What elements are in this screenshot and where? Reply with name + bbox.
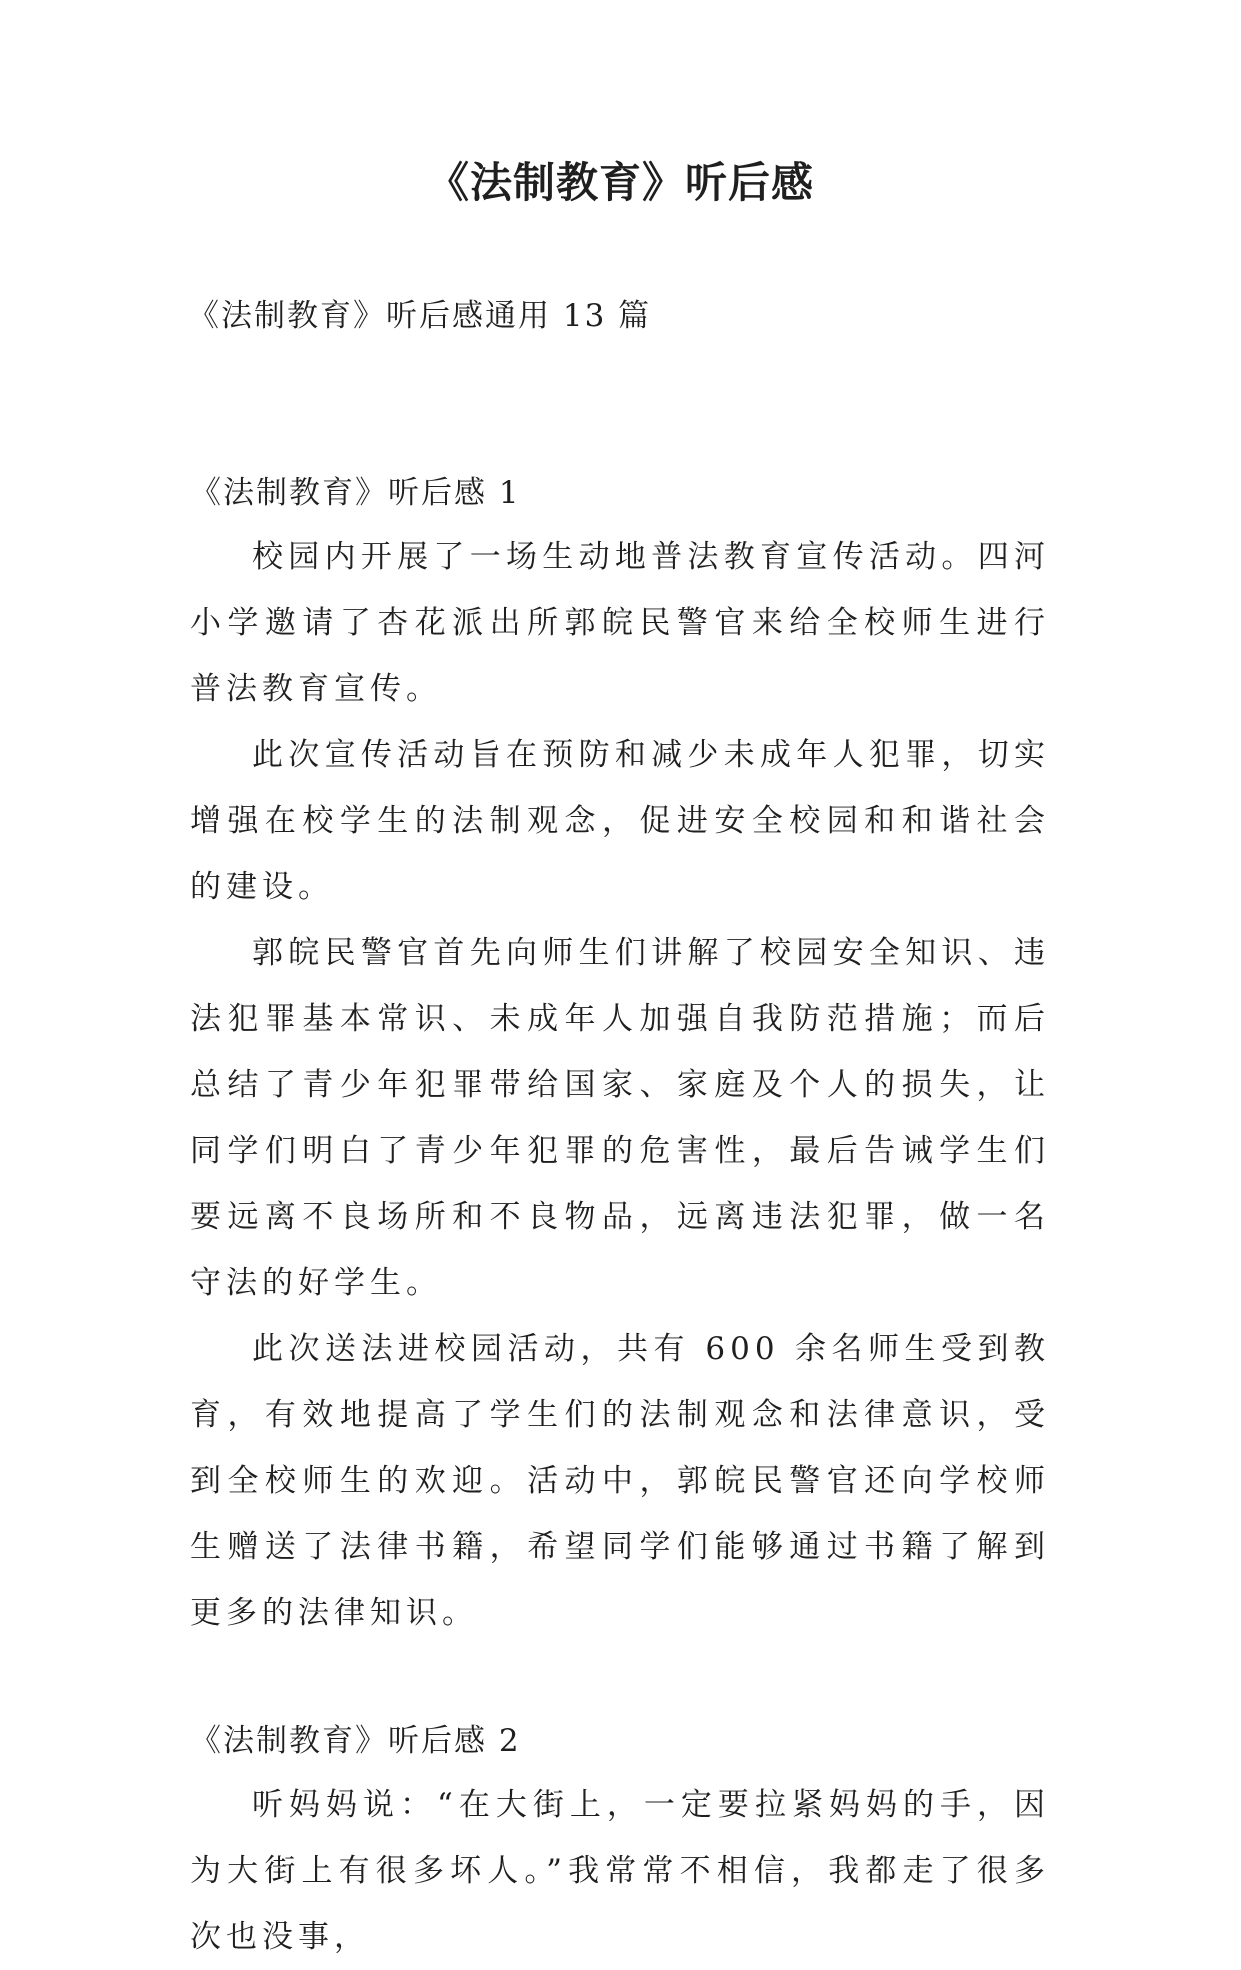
- paragraph: 郭皖民警官首先向师生们讲解了校园安全知识、违法犯罪基本常识、未成年人加强自我防范措施；而后总结了青少年犯罪带给国家、家庭及个人的损失，让同学们明白了青少年犯罪的危害性，最后告诫学生们要远离不良场所和不良物品，远离违法犯罪，做一名守法的好学生。: [190, 935, 1050, 1301]
- document-body: [190, 462, 1050, 1970]
- paragraph: 校园内开展了一场生动地普法教育宣传活动。四河小学邀请了杏花派出所郭皖民警官来给全校师生进行普法教育宣传。: [190, 539, 1050, 707]
- paragraph: 此次送法进校园活动，共有 600 余名师生受到教育，有效地提高了学生们的法制观念和法律意识，受到全校师生的欢迎。活动中，郭皖民警官还向学校师生赠送了法律书籍，希望同学们能够通过书籍了解到更多的法律知识。: [190, 1331, 1050, 1631]
- paragraph: 听妈妈说：“在大街上，一定要拉紧妈妈的手，因为大街上有很多坏人。”我常常不相信，我都走了很多次也没事，: [190, 1787, 1050, 1955]
- section-heading: 《法制教育》听后感 1: [190, 475, 521, 511]
- paragraph: 此次宣传活动旨在预防和减少未成年人犯罪，切实增强在校学生的法制观念，促进安全校园和和谐社会的建设。: [190, 737, 1050, 905]
- section-heading: 《法制教育》听后感 2: [190, 1723, 521, 1759]
- section-2: [190, 1710, 1050, 1970]
- section-1: [190, 462, 1050, 1646]
- document-subtitle: 《法制教育》听后感通用 13 篇: [188, 298, 652, 334]
- document-title: 《法制教育》听后感: [426, 158, 814, 207]
